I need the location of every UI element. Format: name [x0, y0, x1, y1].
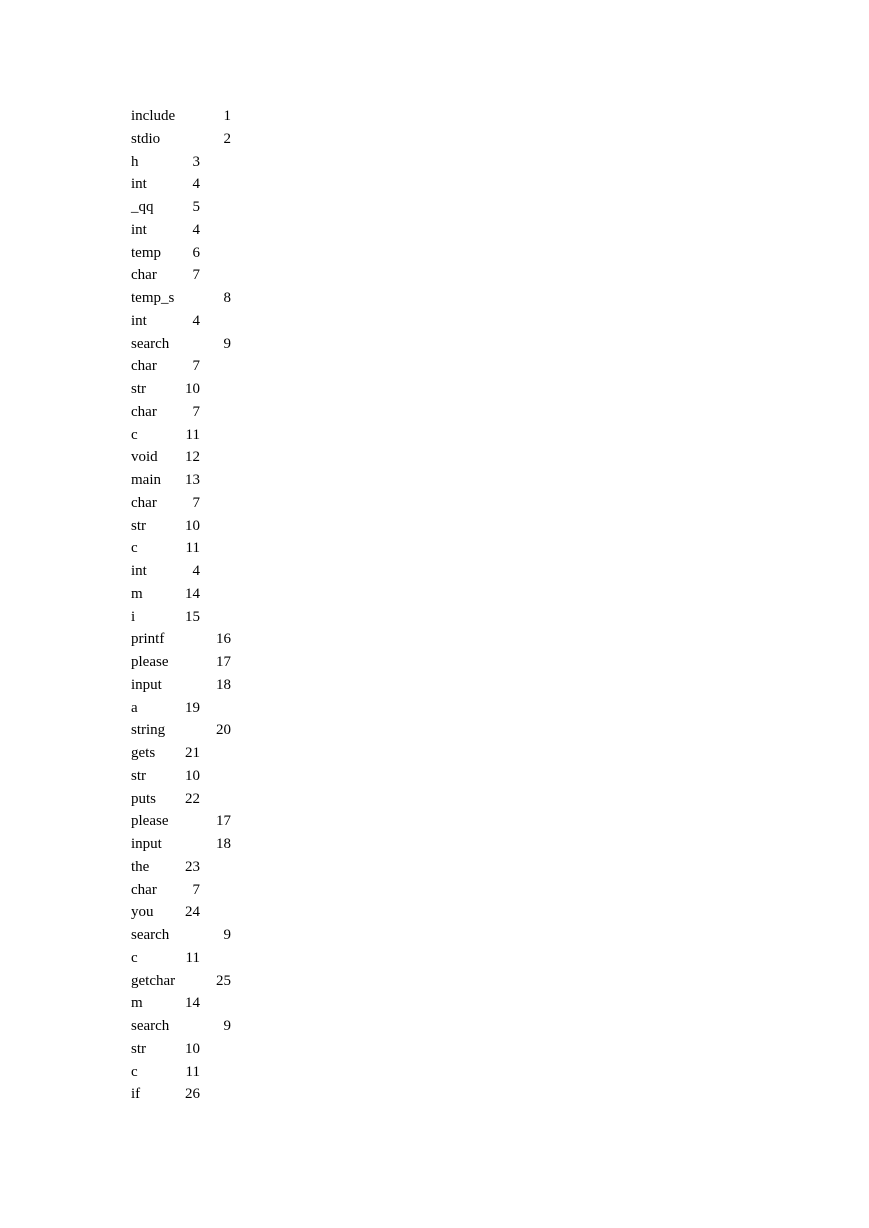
- token-row: [131, 401, 200, 424]
- token-number: 21: [185, 745, 200, 761]
- token-word: search: [131, 927, 170, 943]
- token-word: str: [131, 1040, 146, 1057]
- token-number: 24: [185, 904, 200, 921]
- token-word: input: [131, 836, 162, 852]
- token-word: i: [131, 608, 136, 625]
- token-row: [131, 151, 200, 174]
- token-word: c: [131, 426, 138, 443]
- token-word: string: [131, 722, 166, 739]
- token-number: 4: [192, 176, 200, 193]
- token-word: char: [131, 881, 157, 898]
- token-number: 25: [216, 972, 231, 989]
- token-row: [131, 264, 200, 287]
- token-number: 11: [185, 540, 200, 557]
- token-row: [131, 788, 200, 811]
- token-number: 18: [216, 676, 231, 693]
- token-word: char: [131, 403, 157, 420]
- token-row: [131, 674, 231, 697]
- token-word: search: [131, 1018, 170, 1034]
- token-row: [131, 560, 200, 583]
- token-number: 15: [185, 608, 200, 625]
- token-row: [131, 287, 231, 310]
- token-number: 23: [185, 858, 200, 875]
- token-row: [131, 1038, 200, 1061]
- token-number: 9: [223, 335, 231, 352]
- token-row: [131, 947, 200, 970]
- token-row: [131, 310, 200, 333]
- token-number: 18: [216, 836, 231, 852]
- token-row: [131, 970, 231, 993]
- token-row: [131, 219, 200, 242]
- token-number: 7: [192, 494, 200, 511]
- token-number: 7: [192, 881, 200, 898]
- token-row: [131, 856, 200, 879]
- token-word: char: [131, 358, 157, 375]
- token-row: [131, 628, 231, 651]
- token-number: 13: [185, 472, 200, 488]
- token-number: 7: [192, 358, 200, 375]
- token-number: 2: [223, 130, 231, 147]
- token-word: getchar: [131, 972, 176, 989]
- token-row: [131, 515, 200, 538]
- token-number: 4: [192, 221, 200, 238]
- token-word: _qq: [131, 199, 154, 215]
- token-row: [131, 378, 200, 401]
- token-number: 10: [185, 767, 200, 784]
- token-number: 9: [223, 1018, 231, 1034]
- token-row: [131, 446, 200, 469]
- token-word: temp: [131, 244, 161, 261]
- token-row: [131, 833, 231, 856]
- token-row: [131, 1061, 200, 1084]
- token-row: [131, 537, 200, 560]
- token-row: [131, 810, 231, 833]
- token-number: 17: [216, 654, 231, 670]
- token-row: [131, 901, 200, 924]
- token-number: 3: [192, 153, 200, 170]
- token-word: int: [131, 176, 147, 193]
- token-word: please: [131, 654, 169, 670]
- token-word: input: [131, 676, 162, 693]
- token-number: 17: [216, 813, 231, 830]
- token-word: c: [131, 949, 138, 966]
- token-number: 4: [192, 312, 200, 329]
- token-word: include: [131, 108, 176, 124]
- token-row: [131, 128, 231, 151]
- token-row: [131, 469, 200, 492]
- token-row: [131, 492, 200, 515]
- token-word: gets: [131, 745, 156, 761]
- token-word: main: [131, 472, 161, 488]
- token-row: [131, 424, 200, 447]
- token-number: 11: [185, 949, 200, 966]
- token-number: 22: [185, 790, 200, 807]
- token-row: [131, 924, 231, 947]
- token-number: 10: [185, 1040, 200, 1057]
- token-row: [131, 1015, 231, 1038]
- token-number: 11: [185, 1063, 200, 1080]
- token-word: str: [131, 381, 146, 397]
- token-row: [131, 333, 231, 356]
- token-word: the: [131, 858, 150, 875]
- token-number: 10: [185, 517, 200, 534]
- token-row: [131, 355, 200, 378]
- token-row: [131, 879, 200, 902]
- token-number: 20: [216, 722, 231, 739]
- token-word: temp_s: [131, 290, 175, 306]
- token-row: [131, 105, 231, 128]
- token-number: 8: [223, 290, 231, 306]
- token-word: printf: [131, 631, 165, 648]
- token-word: m: [131, 995, 143, 1012]
- token-row: [131, 992, 200, 1015]
- token-number: 14: [185, 995, 200, 1012]
- token-word: char: [131, 494, 157, 511]
- token-number: 9: [223, 927, 231, 943]
- token-row: [131, 765, 200, 788]
- token-number: 6: [192, 244, 200, 261]
- token-row: [131, 697, 200, 720]
- token-number: 14: [185, 585, 200, 602]
- token-number: 11: [185, 426, 200, 443]
- token-number: 26: [185, 1086, 200, 1103]
- token-row: [131, 1083, 200, 1106]
- token-word: stdio: [131, 130, 161, 147]
- token-row: [131, 606, 200, 629]
- token-word: h: [131, 153, 139, 170]
- token-row: [131, 742, 200, 765]
- token-number: 16: [216, 631, 231, 648]
- token-word: int: [131, 221, 147, 238]
- token-word: you: [131, 904, 154, 921]
- token-word: search: [131, 335, 170, 352]
- token-row: [131, 242, 200, 265]
- token-row: [131, 651, 231, 674]
- token-word: int: [131, 312, 147, 329]
- token-number: 5: [192, 199, 200, 215]
- token-number: 4: [192, 563, 200, 579]
- token-word: puts: [131, 790, 157, 807]
- token-word: int: [131, 563, 147, 579]
- token-row: [131, 196, 200, 219]
- token-row: [131, 173, 200, 196]
- token-number: 19: [185, 699, 200, 716]
- token-word: str: [131, 767, 146, 784]
- token-list: [131, 105, 231, 1106]
- token-word: c: [131, 1063, 138, 1080]
- token-row: [131, 583, 200, 606]
- token-word: void: [131, 449, 158, 466]
- token-word: please: [131, 813, 169, 830]
- token-number: 10: [185, 381, 200, 397]
- token-number: 7: [192, 267, 200, 284]
- token-word: str: [131, 517, 146, 534]
- token-number: 7: [192, 403, 200, 420]
- token-number: 12: [185, 449, 200, 466]
- token-word: m: [131, 585, 143, 602]
- token-word: a: [131, 699, 138, 716]
- token-number: 1: [223, 108, 231, 124]
- token-row: [131, 719, 231, 742]
- token-word: if: [131, 1086, 141, 1103]
- token-word: c: [131, 540, 138, 557]
- token-word: char: [131, 267, 157, 284]
